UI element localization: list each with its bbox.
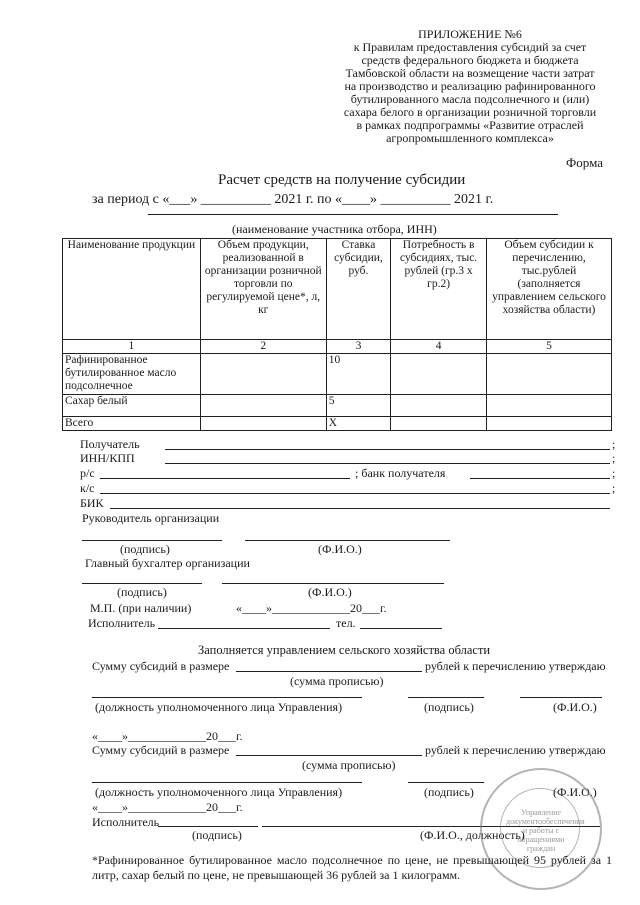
date-field[interactable]: «____»_____________20___г. [92,800,243,814]
seal-label: М.П. (при наличии) [90,601,192,615]
position-field[interactable] [92,697,362,698]
signature-field[interactable] [408,697,484,698]
sum-in-words-caption: (сумма прописью) [290,674,384,688]
executor-label: Исполнитель [88,616,156,630]
head-label: Руководитель организации [82,511,220,525]
stamp-text: Управление документообеспечения и работы с обращениями граждан [506,808,585,853]
semicolon: ; [612,481,616,495]
appendix-line: Тамбовской области на возмещение части затрат [345,66,595,80]
column-number: 3 [326,340,391,354]
fio-caption: (Ф.И.О.) [553,785,597,799]
column-number: 2 [200,340,326,354]
column-number: 5 [487,340,612,354]
header-volume: Объем продукции, реализованной в организации розничной торговли по регулируемой цене*, л, кг [200,239,326,340]
bik-field[interactable] [110,508,610,509]
table-row-total [63,417,612,431]
inn-kpp-label: ИНН/КПП [80,451,135,465]
header-transfer: Объем субсидии к перечислению, тыс.рублей (заполняется управлением сельского хозяйства области) [487,239,612,340]
tel-field[interactable] [360,628,442,629]
calculation-table [62,238,612,431]
signature-caption: (подпись) [424,700,474,714]
appendix-line: агропромышленного комплекса» [386,131,554,145]
bik-label: БИК [80,496,104,510]
signature-field[interactable] [408,782,484,783]
signature-caption: (подпись) [117,585,167,599]
semicolon: ; [612,466,616,480]
head-fio-field[interactable] [245,540,450,541]
appendix-title: ПРИЛОЖЕНИЕ №6 [418,27,522,41]
accountant-fio-field[interactable] [222,583,444,584]
executor-label: Исполнитель [92,815,160,829]
row-need-cell[interactable] [391,395,487,417]
row-volume-cell[interactable] [200,395,326,417]
fio-caption: (Ф.И.О.) [553,700,597,714]
header-product: Наименование продукции [63,239,201,340]
footnote: *Рафинированное бутилированное масло подсолнечное по цене, не превышающей 95 рублей за 1 литр, сахар белый по цене, не превышающей 36 рублей за 1 килограмм. [92,853,612,882]
row-rate: X [326,417,391,431]
corr-account-field[interactable] [100,493,610,494]
column-numbers-row [63,340,612,354]
fio-caption: (Ф.И.О.) [308,585,352,599]
position-caption: (должность уполномоченного лица Управления) [95,785,343,799]
semicolon: ; [612,437,616,451]
account-label: р/с [80,466,95,480]
position-caption: (должность уполномоченного лица Управления) [95,700,343,714]
accountant-signature-field[interactable] [82,583,202,584]
sum-prefix: Сумму субсидий в размере [92,743,230,757]
form-label: Форма [566,155,603,170]
table-row [63,354,612,395]
corr-account-label: к/с [80,481,95,495]
row-transfer-cell[interactable] [487,354,612,395]
fio-position-caption: (Ф.И.О., должность) [420,828,525,842]
position-field[interactable] [92,782,362,783]
row-volume-cell[interactable] [200,417,326,431]
date-field[interactable]: «____»_____________20___г. [92,729,243,743]
sum-suffix: рублей к перечислению утверждаю [425,659,606,673]
row-transfer-cell[interactable] [487,395,612,417]
row-rate: 5 [326,395,391,417]
appendix-line: средств федерального бюджета и бюджета [361,53,579,67]
row-volume-cell[interactable] [200,354,326,395]
header-need: Потребность в субсидиях, тыс. рублей (гр.3 х гр.2) [391,239,487,340]
participant-field[interactable] [148,214,558,215]
bank-field[interactable] [470,478,610,479]
appendix-line: к Правилам предоставления субсидий за счет [353,40,587,54]
appendix-line: бутилированного масла подсолнечного и (или) [350,92,590,106]
executor-field[interactable] [158,628,330,629]
head-signature-field[interactable] [82,540,222,541]
column-number: 4 [391,340,487,354]
sum-field[interactable] [236,671,422,672]
appendix-line: в рамках подпрограммы «Развитие отраслей [356,118,584,132]
row-product: Сахар белый [63,395,201,417]
row-need-cell[interactable] [391,354,487,395]
department-heading: Заполняется управлением сельского хозяйства области [198,643,491,657]
row-transfer-cell[interactable] [487,417,612,431]
period-line: за период с «___» __________ 2021 г. по «____» __________ 2021 г. [92,192,494,207]
recipient-field[interactable] [165,449,610,450]
sum-field[interactable] [236,755,422,756]
appendix-line: на производство и реализацию рафинированного [344,79,596,93]
accountant-label: Главный бухгалтер организации [85,556,250,570]
row-need-cell[interactable] [391,417,487,431]
document-title: Расчет средств на получение субсидии [218,172,466,188]
recipient-label: Получатель [80,437,140,451]
sum-suffix: рублей к перечислению утверждаю [425,743,606,757]
bank-label: ; банк получателя [355,466,446,480]
signature-caption: (подпись) [424,785,474,799]
column-number: 1 [63,340,201,354]
signature-caption: (подпись) [120,542,170,556]
semicolon: ; [612,451,616,465]
row-product: Всего [63,417,201,431]
executor-signature-field[interactable] [158,826,258,827]
account-field[interactable] [100,478,350,479]
row-product: Рафинированное бутилированное масло подсолнечное [63,354,201,395]
participant-caption: (наименование участника отбора, ИНН) [232,222,437,236]
table-header-row [63,239,612,340]
appendix-line: сахара белого в организации розничной торговли [343,105,597,119]
appendix-header [330,28,610,145]
fio-caption: (Ф.И.О.) [318,542,362,556]
sum-in-words-caption: (сумма прописью) [302,758,396,772]
tel-label: тел. [336,616,356,630]
table-row [63,395,612,417]
date-field[interactable]: «____»_____________20___г. [236,601,387,615]
fio-field[interactable] [520,697,602,698]
sum-prefix: Сумму субсидий в размере [92,659,230,673]
signature-caption: (подпись) [192,828,242,842]
header-rate: Ставка субсидии, руб. [326,239,391,340]
row-rate: 10 [326,354,391,395]
inn-kpp-field[interactable] [165,463,610,464]
